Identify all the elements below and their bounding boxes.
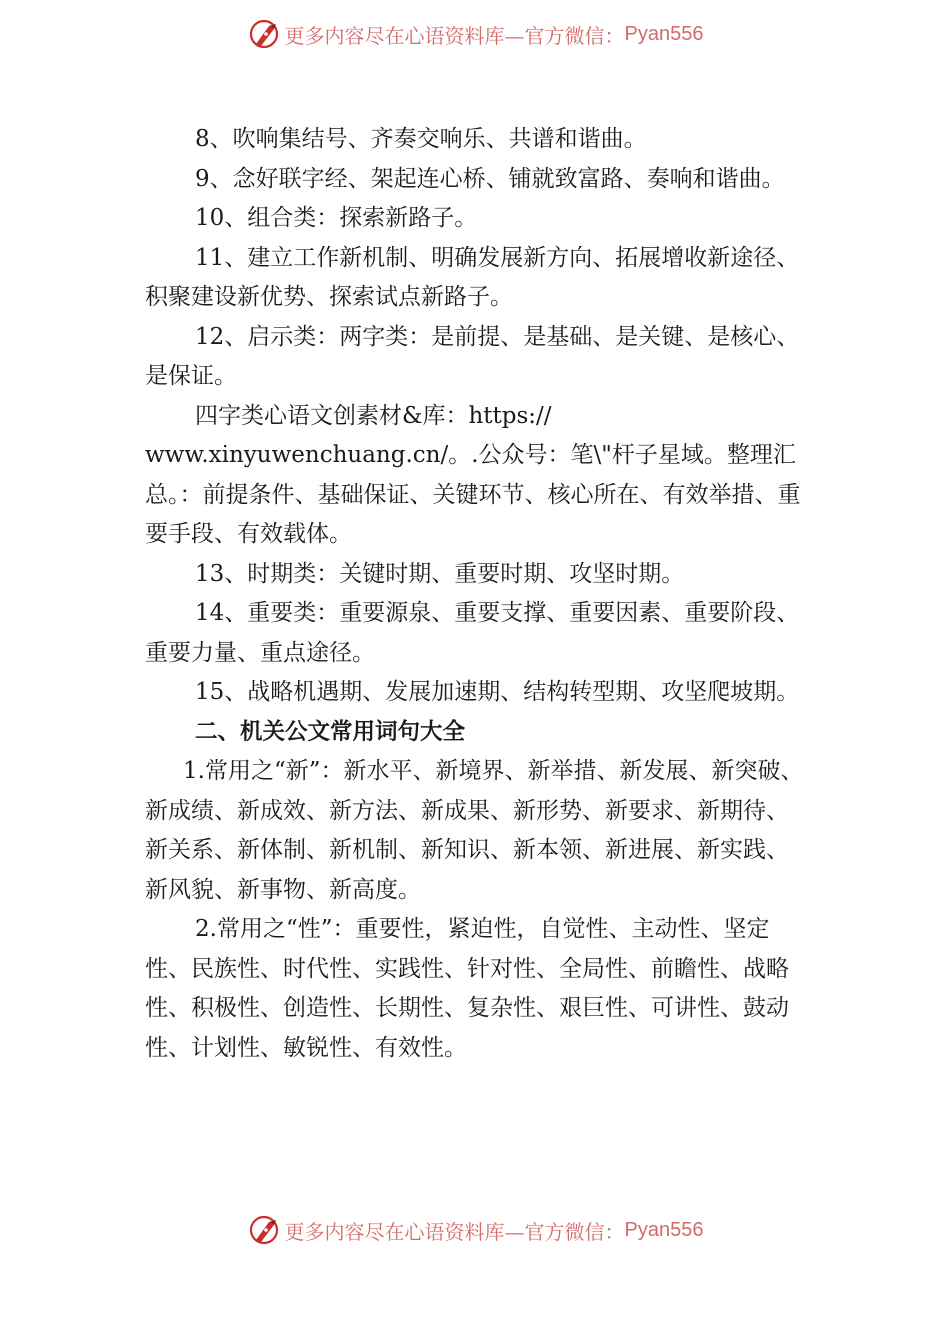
paragraph-13: 13、时期类：关键时期、重要时期、攻坚时期。 (195, 560, 685, 587)
header-banner (0, 14, 950, 54)
paragraph-common-new: 1.常用之“新”：新水平、新境界、新举措、新发展、新突破、新成绩、新成效、新方法、新成果、新形势、新要求、新期待、新关系、新体制、新机制、新知识、新本领、新进展、新实践、新风貌、新事物、新高度。 (145, 758, 804, 903)
footer-banner (0, 1210, 950, 1250)
wechat-id: Pyan556 (624, 1218, 704, 1241)
wechat-id: Pyan556 (624, 22, 704, 45)
paragraph-9: 9、念好联字经、架起连心桥、铺就致富路、奏响和谐曲。 (195, 165, 785, 192)
section-heading: 二、机关公文常用词句大全 (195, 718, 466, 745)
paragraph-14: 14、重要类：重要源泉、重要支撑、重要因素、重要阶段、重要力量、重点途径。 (145, 600, 800, 666)
pen-nib-logo-icon (247, 1213, 281, 1247)
banner-text: 更多内容尽在心语资料库—官方微信： (284, 23, 625, 48)
paragraph-four-char-list: www.xinyuwenchuang.cn/。.公众号：笔\"杆子星域。整理汇总。：前提条件、基础保证、关键环节、核心所在、有效举措、重要手段、有效载体。 (145, 442, 801, 547)
paragraph-15: 15、战略机遇期、发展加速期、结构转型期、攻坚爬坡期。 (195, 679, 800, 705)
paragraph-11: 11、建立工作新机制、明确发展新方向、拓展增收新途径、积聚建设新优势、探索试点新路子。 (145, 244, 800, 310)
document-body (145, 120, 810, 1068)
paragraph-12: 12、启示类：两字类：是前提、是基础、是关键、是核心、是保证。 (145, 323, 800, 389)
pen-nib-logo-icon (247, 17, 281, 51)
paragraph-10: 10、组合类：探索新路子。 (195, 205, 478, 231)
banner-text: 更多内容尽在心语资料库—官方微信： (284, 1219, 625, 1244)
paragraph-8: 8、吹响集结号、齐奏交响乐、共谱和谐曲。 (195, 126, 647, 152)
paragraph-four-char-intro: 四字类心语文创素材&库：https:// (195, 402, 552, 429)
paragraph-common-xing: 2.常用之“性”：重要性，紧迫性，自觉性、主动性、坚定性、民族性、时代性、实践性、针对性、全局性、前瞻性、战略性、积极性、创造性、长期性、复杂性、艰巨性、可讲性、鼓动性、计划性、敏锐性、有效性。 (145, 916, 789, 1061)
